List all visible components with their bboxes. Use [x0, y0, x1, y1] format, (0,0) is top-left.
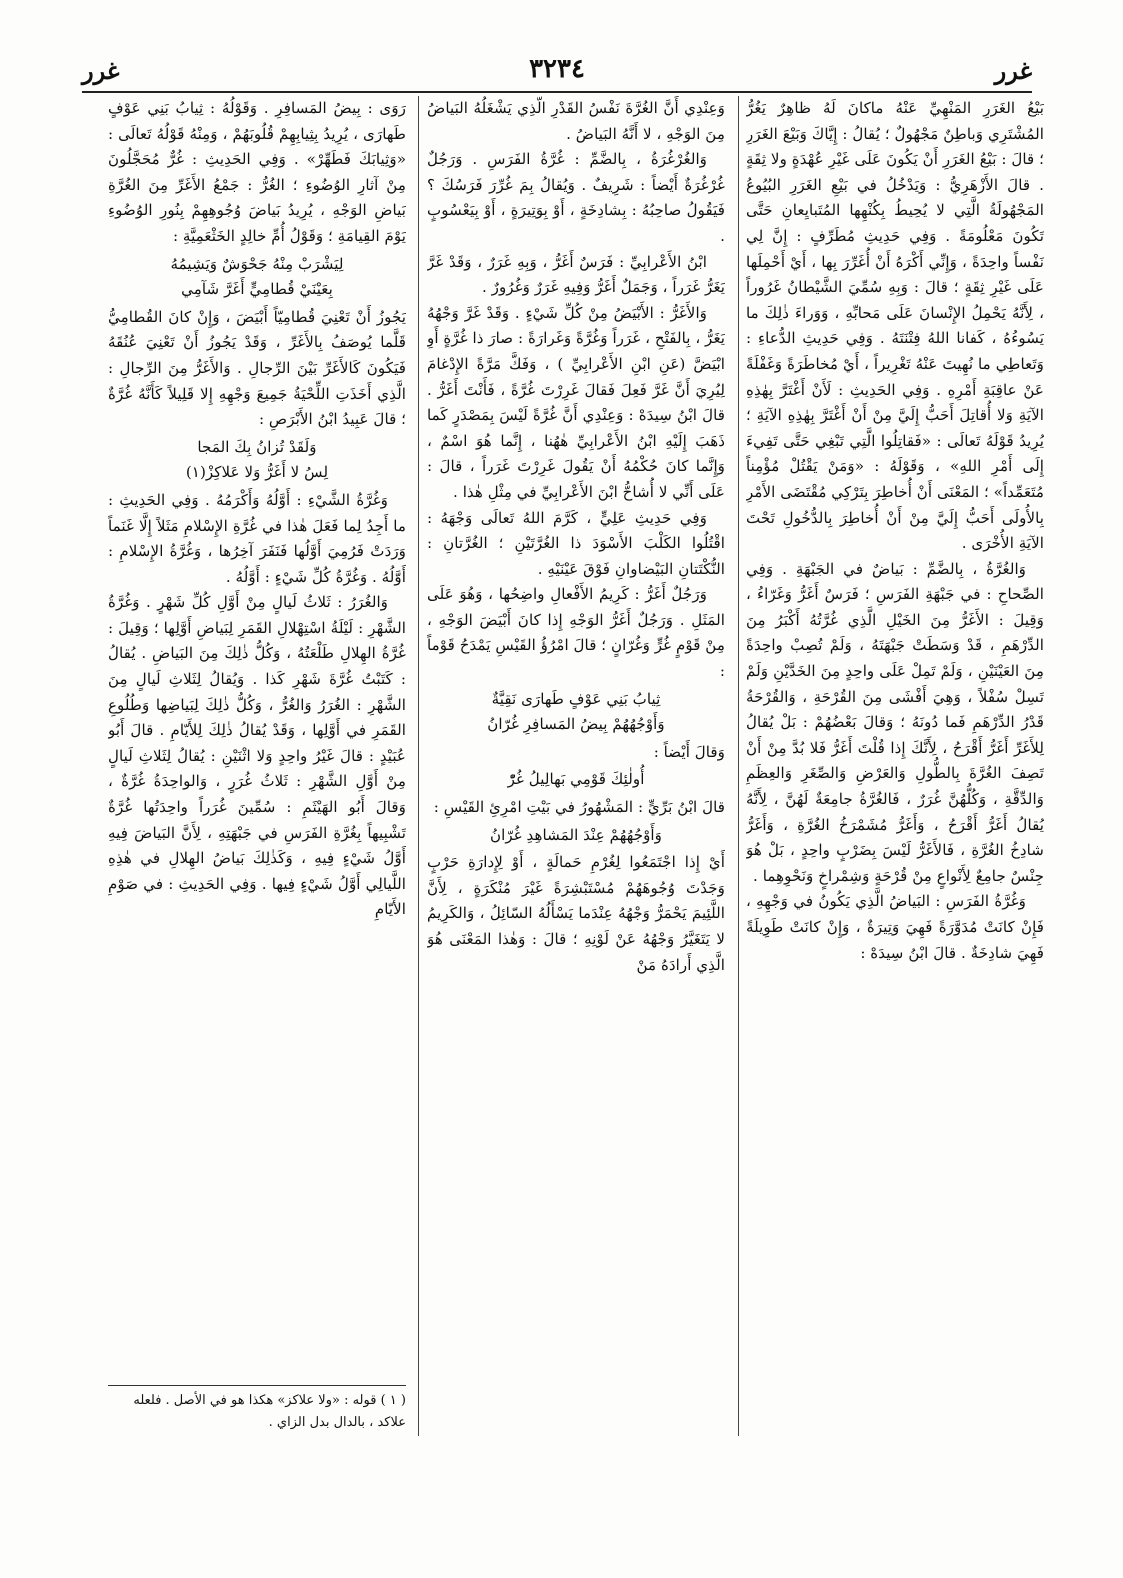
entry-paragraph: ابْنُ الأَعْرابِيِّ : فَرَسٌ أَغَرُّ ، وَبِهِ غَرَرٌ ، وَقَدْ غَرَّ يَغَرُّ غَرَراً ، وَجَمَلٌ أَغَرُّ وَفِيهِ غَرَرٌ وَغُرُورٌ . — [427, 252, 725, 297]
verse-line: ثِيابُ بَنِي عَوْفٍ طَهارَى نَقِيَّةٌ — [491, 689, 661, 708]
column-divider-right — [738, 96, 739, 1436]
poetry-verse — [427, 823, 725, 849]
entry-paragraph: وَرَجُلٌ أَغَرُّ : كَرِيمُ الأَفْعالِ واضِحُها ، وَهُوَ عَلَى المَثَلِ . وَرَجُلٌ أَغَرُّ الوَجْهِ إِذا كانَ أَبْيَضَ الوَجْهِ ، مِنْ قَوْمٍ غُرٍّ وَغُرّانٍ ؛ قالَ امْرُؤُ القَيْسِ يَمْدَحُ قَوْماً : — [427, 585, 725, 681]
page-header — [82, 54, 1032, 94]
poetry-verse — [427, 687, 725, 738]
entry-paragraph: وَعِنْدِي أَنَّ الغُرَّةَ نَفْسُ القَدْرِ الَّذِي يَشْغَلُهُ البَياضُ مِنَ الوَجْهِ ، لا أَنَّهُ البَياضُ . — [427, 99, 725, 143]
entry-paragraph: يَجُوزُ أَنْ تَعْنِيَ قُطامِيّاً أَبْيَضَ ، وَإِنْ كانَ القُطامِيُّ قَلَّما يُوصَفُ بِالأَغَرِّ ، وَقَدْ يَجُوزُ أَنْ تَعْنِيَ عُنُقَهُ فَيَكُونَ كَالأَغَرِّ بَيْنَ الرِّجالِ . وَالأَغَرُّ مِنَ الرِّجالِ : الَّذِي أَخَذَتِ اللِّحْيَةُ جَمِيعَ وَجْهِهِ إِلا قَلِيلاً كَأَنَّهُ غُرَّةٌ ؛ قالَ عَبِيدُ ابْنُ الأَبْرَصِ : — [108, 307, 406, 429]
column-divider-left — [418, 96, 419, 1436]
verse-line: بِعَيْنَيْ قُطامِيٍّ أَغَرَّ شَآمِي — [181, 280, 333, 299]
poetry-verse — [427, 767, 725, 793]
entry-paragraph: وَغُرَّةُ الشَّيْءِ : أَوَّلُهُ وَأَكْرَمُهُ . وَفِي الحَدِيثِ : ما أَجِدُ لِما فَعَلَ هٰذا في غُرَّةِ الإِسْلامِ مَثَلاً إِلَّا غَنَماً وَرَدَتْ فَرُمِيَ أَوَّلُها فَنَفَرَ آخِرُها ، وَغُرَّةُ الإِسْلامِ : أَوَّلُهُ . وَغُرَّةُ كُلِّ شَيْءٍ : أَوَّلُهُ . — [108, 490, 406, 586]
poetry-verse — [108, 252, 406, 303]
headword-right: غرر — [994, 56, 1032, 85]
verse-line: لِسُ لا أَغَرُّ وَلا عَلاكِزْ(١) — [185, 463, 329, 482]
verse-line: لِيَشْرَبْ مِنْهُ جَحْوَشٌ وَيَشِيمُهُ — [170, 254, 344, 273]
verse-line: أُولٰئِكَ قَوْمِي بَهالِيلُ غُرّْ — [507, 770, 645, 789]
entry-paragraph: وَالغُرْغُرَةُ ، بِالضَّمِّ : غُرَّةُ الفَرَسِ . وَرَجُلٌ غُرْغُرَةٌ أَيْضاً : شَرِيفٌ . وَيُقالُ بِمَ غُرِّرَ فَرَسُكَ ؟ فَيَقُولُ صاحِبُهُ : بِشادِخَةٍ ، أَوْ بِوَتِيرَةٍ ، أَوْ بِيَعْسُوبٍ . — [427, 150, 725, 245]
column-middle — [427, 96, 725, 1436]
entry-paragraph: وَغُرَّةُ الفَرَسِ : البَياضُ الَّذِي يَكُونُ في وَجْهِهِ ، فَإِنْ كانَتْ مُدَوَّرَةً فَهِيَ وَتِيرَةٌ ، وَإِنْ كانَتْ طَوِيلَةً فَهِيَ شادِخَةٌ . قالَ ابْنُ سِيدَهْ : — [746, 892, 1044, 962]
headword-left: غرر — [82, 56, 120, 85]
column-right — [746, 96, 1044, 1436]
header-rule — [82, 91, 1032, 93]
entry-paragraph: وَفِي حَدِيثِ عَلِيٍّ ، كَرَّمَ اللهُ تَعالَى وَجْهَهُ : اقْتُلُوا الكَلْبَ الأَسْوَدَ ذا الغُرَّتَيْنِ ؛ الغُرَّتانِ : النُّكْتَتانِ البَيْضاوانِ فَوْقَ عَيْنَيْهِ . — [427, 508, 725, 578]
entry-paragraph: قالَ ابْنُ بَرِّيٍّ : المَشْهُورُ في بَيْتِ امْرِئِ القَيْسِ : — [433, 798, 725, 817]
entry-paragraph: وَالأَغَرُّ : الأَبْيَضُ مِنْ كُلِّ شَيْءٍ . وَقَدْ غَرَّ وَجْهُهُ يَغَرُّ ، بِالفَتْحِ ، غَرَراً وَغُرَّةً وَغَرارَةً : صارَ ذا غُرَّةٍ أَوِ ابْيَضَّ (عَنِ ابْنِ الأَعْرابِيِّ ) ، وَفَكَّ مَرَّةً الإِدْغامَ لِيُرِيَ أَنَّ غَرَّ فَعِلَ فَقالَ غَرِرْتَ غُرَّةً ، فَأَنْتَ أَغَرُّ . قالَ ابْنُ سِيدَهْ : وَعِنْدِي أَنَّ غُرَّةً لَيْسَ بِمَصْدَرٍ كَما ذَهَبَ إِلَيْهِ ابْنُ الأَعْرابِيِّ هٰهُنا ، إِنَّما هُوَ اسْمٌ ، وَإِنَّما كانَ حُكْمُهُ أَنْ يَقُولَ غَرِرْتَ غَرَراً ، قالَ : عَلَى أَنِّي لا أُشاحُّ ابْنَ الأَعْرابِيِّ في مِثْلِ هٰذا . — [427, 303, 725, 501]
footnote-rule — [108, 1385, 406, 1386]
poetry-verse — [108, 435, 406, 486]
entry-paragraph: وَقالَ أَيْضاً : — [653, 742, 725, 761]
verse-line: وَلَقَدْ تُزانُ بِكَ المَجا — [197, 437, 317, 456]
entry-paragraph: أَيْ إِذا اجْتَمَعُوا لِغُرْمِ حَمالَةٍ ، أَوْ لِإِدارَةِ حَرْبٍ وَجَدْتَ وُجُوهَهُمْ مُسْتَبْشِرَةً غَيْرَ مُنْكَرَةٍ ، لِأَنَّ اللَّئِيمَ يَحْمَرُّ وَجْهُهُ عِنْدَما يَسْأَلُهُ السّائِلُ ، وَالكَرِيمُ لا يَتَغَيَّرُ وَجْهُهُ عَنْ لَوْنِهِ ؛ قالَ : وَهٰذا المَعْنَى هُوَ الَّذِي أَرادَهُ مَنْ — [427, 853, 725, 974]
footnote: ( ١ ) قوله : «ولا علاكز» هكذا هو في الأصل . فلعله علاكد ، بالدال بدل الزاي . — [133, 1393, 406, 1430]
entry-paragraph: وَالغُرَرُ : ثَلاثُ لَيالٍ مِنْ أَوَّلِ كُلِّ شَهْرٍ . وَغُرَّةُ الشَّهْرِ : لَيْلَةُ اسْتِهْلالِ القَمَرِ لِبَياضِ أَوَّلِها ؛ وَقِيلَ : غُرَّةُ الهِلالِ طَلْعَتُهُ ، وَكُلُّ ذٰلِكَ مِنَ البَياضِ . يُقالُ : كَتَبْتُ غُرَّةَ شَهْرِ كَذا . وَيُقالُ لِثَلاثِ لَيالٍ مِنَ الشَّهْرِ : الغُرَرُ وَالغُرُّ ، وَكُلُّ ذٰلِكَ لِبَياضِها وَطُلُوعِ القَمَرِ في أَوَّلِها ، وَقَدْ يُقالُ ذٰلِكَ لِلأَيّامِ . قالَ أَبُو عُبَيْدٍ : قالَ غَيْرُ واحِدٍ وَلا اثْنَيْنِ : يُقالُ لِثَلاثِ لَيالٍ مِنْ أَوَّلِ الشَّهْرِ : ثَلاثُ غُرَرٍ ، وَالواحِدَةُ غُرَّةٌ ، وَقالَ أَبُو الهَيْثَمِ : سُمِّينَ غُرَراً واحِدَتُها غُرَّةٌ تَشْبِيهاً بِغُرَّةِ الفَرَسِ في جَبْهَتِهِ ، لِأَنَّ البَياضَ فِيهِ أَوَّلُ شَيْءٍ فِيهِ ، وَكَذٰلِكَ بَياضُ الهِلالِ في هٰذِهِ اللَّيالِي أَوَّلُ شَيْءٍ فِيها . وَفِي الحَدِيثِ : في صَوْمِ الأَيّامِ — [108, 593, 406, 919]
entry-paragraph: وَالغُرَّةُ ، بِالضَّمِّ : بَياضٌ في الجَبْهَةِ . وَفِي الصِّحاحِ : في جَبْهَةِ الفَرَسِ ؛ فَرَسٌ أَغَرُّ وَغَرّاءُ ، وَقِيلَ : الأَغَرُّ مِنَ الخَيْلِ الَّذِي غُرَّتُهُ أَكْبَرُ مِنَ الدِّرْهَمِ ، قَدْ وَسَطَتْ جَبْهَتَهُ ، وَلَمْ تُصِبْ واحِدَةً مِنَ العَيْنَيْنِ ، وَلَمْ تَمِلْ عَلَى واحِدٍ مِنَ الخَدَّيْنِ وَلَمْ تَسِلْ سُفْلاً ، وَهِيَ أَفْشَى مِنَ القُرْحَةِ ، وَالقُرْحَةُ قَدْرُ الدِّرْهَمِ فَما دُونَهُ ؛ وَقالَ بَعْضُهُمْ : بَلْ يُقالُ لِلأَغَرِّ أَغَرُّ أَقْرَحُ ، لِأَنَّكَ إِذا قُلْتَ أَغَرُّ فَلا بُدَّ مِنْ أَنْ تَصِفَ الغُرَّةَ بِالطُّولِ وَالعَرْضِ وَالصِّغَرِ وَالعِظَمِ وَالدِّقَّةِ ، وَكُلُّهُنَّ غُرَرٌ ، فَالغُرَّةُ جامِعَةٌ لَهُنَّ ، لِأَنَّهُ يُقالُ أَغَرُّ أَقْرَحُ ، وَأَغَرُّ مُشَمْرَخُ الغُرَّةِ ، وَأَغَرُّ شادِخُ الغُرَّةِ ، فَالأَغَرُّ لَيْسَ بِضَرْبٍ واحِدٍ ، بَلْ هُوَ جِنْسٌ جامِعٌ لِأَنْواعٍ مِنْ قُرْحَةٍ وَشِمْراخٍ وَنَحْوِهِما . — [746, 559, 1044, 885]
entry-paragraph: رَوَى : بِيضُ المَسافِرِ . وَقَوْلُهُ : ثِيابُ بَنِي عَوْفٍ طَهارَى ، يُرِيدُ بِثِيابِهِمْ قُلُوبَهُمْ ، وَمِنْهُ قَوْلُهُ تَعالَى : «وَثِيابَكَ فَطَهِّرْ» . وَفِي الحَدِيثِ : غُرٌّ مُحَجَّلُونَ مِنْ آثارِ الوُضُوءِ ؛ الغُرُّ : جَمْعُ الأَغَرِّ مِنَ الغُرَّةِ بَياضِ الوَجْهِ ، يُرِيدُ بَياضَ وُجُوهِهِمْ بِنُورِ الوُضُوءِ يَوْمَ القِيامَةِ ؛ وَقَوْلُ أُمِّ خالِدٍ الخَثْعَمِيَّةِ : — [108, 99, 406, 245]
column-left — [108, 96, 406, 1381]
verse-line: وَأَوْجُهُهُمْ بِيضُ المَسافِرِ غُرّانُ — [487, 715, 665, 734]
verse-line: وَأَوْجُهُهُمْ عِنْدَ المَشاهِدِ غُرّانُ — [490, 825, 662, 844]
entry-paragraph: بَيْعُ الغَرَرِ المَنْهِيِّ عَنْهُ ماكانَ لَهُ ظاهِرٌ يَغُرُّ المُشْتَرِي وَباطِنٌ مَجْهُولٌ ؛ يُقالُ : إِيَّاكَ وَبَيْعَ الغَرَرِ ؛ قالَ : بَيْعُ الغَرَرِ أَنْ يَكُونَ عَلَى غَيْرِ عُهْدَةٍ ولا ثِقَةٍ . قالَ الأَزْهَرِيُّ : وَيَدْخُلُ في بَيْعِ الغَرَرِ البُيُوعُ المَجْهُولَةُ الَّتِي لا يُحِيطُ بِكُنْهِها المُتَبايِعانِ حَتَّى تَكُونَ مَعْلُومَةً . وَفِي حَدِيثِ مُطَرِّفٍ : إِنَّ لِي نَفْساً واحِدَةً ، وَإِنِّي أَكْرَهُ أَنْ أُغَرِّرَ بِها ، أَيْ أَحْمِلَها عَلَى غَيْرِ ثِقَةٍ ؛ قالَ : وَبِهِ سُمِّيَ الشَّيْطانُ غَرُوراً ، لِأَنَّهُ يَحْمِلُ الإِنْسانَ عَلَى مَحابِّهِ ، وَوَراءَ ذٰلِكَ ما يَسُوءُهُ ، كَفانا اللهُ فِتْنَتَهُ . وَفِي حَدِيثِ الدُّعاءِ : وَتَعاطِي ما نُهِيتَ عَنْهُ تَغْرِيراً ، أَيْ مُخاطَرَةً وَغَفْلَةً عَنْ عاقِبَةِ أَمْرِهِ . وَفِي الحَدِيثِ : لَأَنْ أَغْتَرَّ بِهٰذِهِ الآيَةِ وَلا أُقاتِلَ أَحَبُّ إِلَيَّ مِنْ أَنْ أَغْتَرَّ بِهٰذِهِ الآيَةِ ؛ يُرِيدُ قَوْلَهُ تَعالَى : «فَقاتِلُوا الَّتِي تَبْغِي حَتَّى تَفِيءَ إِلَى أَمْرِ اللهِ» ، وَقَوْلَهُ : «وَمَنْ يَقْتُلْ مُؤْمِناً مُتَعَمِّداً» ؛ المَعْنَى أَنْ أُخاطِرَ بِتَرْكِي مُقْتَضَى الأَمْرِ بِالأُولَى أَحَبُّ إِلَيَّ مِنْ أَنْ أُخاطِرَ بِالدُّخُولِ تَحْتَ الآيَةِ الأُخْرَى . — [746, 99, 1044, 553]
page-number: ٣٢٣٤ — [529, 54, 585, 84]
